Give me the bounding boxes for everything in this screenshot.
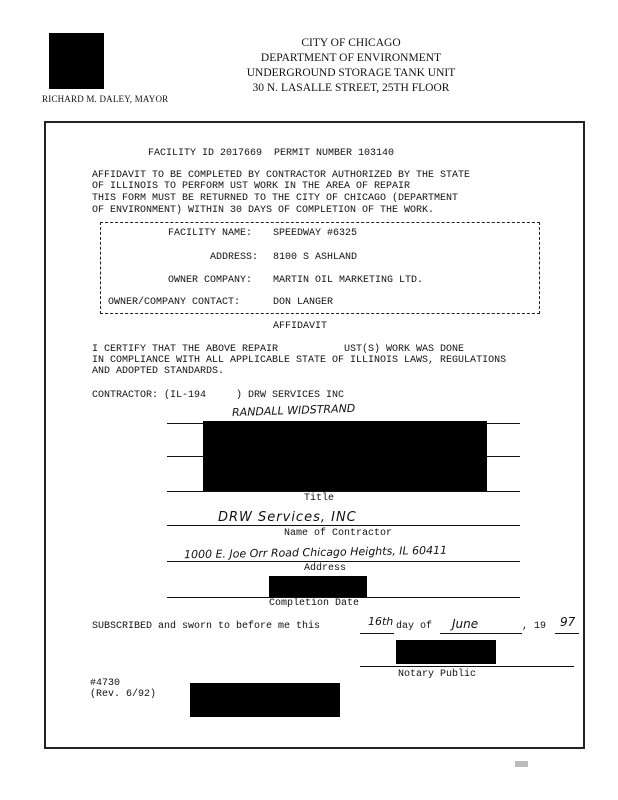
- signature-line-3: [167, 491, 520, 492]
- instruction-line-4: OF ENVIRONMENT) WITHIN 30 DAYS OF COMPLETION OF THE WORK.: [92, 205, 435, 216]
- subscribed-text: SUBSCRIBED and sworn to before me this: [92, 621, 321, 632]
- notary-public-label: Notary Public: [398, 669, 477, 680]
- form-revision: (Rev. 6/92): [90, 689, 157, 700]
- facility-name-value: SPEEDWAY #6325: [273, 228, 358, 239]
- redacted-signature: [203, 421, 487, 491]
- day-line: [360, 633, 394, 634]
- mayor-name: RICHARD M. DALEY, MAYOR: [42, 94, 169, 104]
- address-value: 8100 S ASHLAND: [273, 252, 358, 263]
- contractor-name-line: [167, 525, 520, 526]
- year-line: [555, 633, 579, 634]
- letterhead-address: 30 N. LASALLE STREET, 25TH FLOOR: [252, 82, 450, 94]
- redacted-notary-seal: [190, 683, 340, 717]
- instruction-line-2: OF ILLINOIS TO PERFORM UST WORK IN THE AREA OF REPAIR: [92, 181, 411, 192]
- certify-line-2: IN COMPLIANCE WITH ALL APPLICABLE STATE OF ILLINOIS LAWS, REGULATIONS: [92, 355, 507, 366]
- year-handwritten: 97: [560, 615, 576, 629]
- letterhead-city: CITY OF CHICAGO: [301, 37, 401, 49]
- instruction-line-1: AFFIDAVIT TO BE COMPLETED BY CONTRACTOR AUTHORIZED BY THE STATE: [92, 170, 471, 181]
- contractor-name-handwritten: DRW Services, INC: [218, 510, 357, 525]
- day-of-text: day of: [396, 621, 433, 632]
- contact-label: OWNER/COMPANY CONTACT:: [108, 297, 241, 308]
- address-handwritten: 1000 E. Joe Orr Road Chicago Heights, IL 60411: [183, 543, 448, 562]
- year-prefix: , 19: [522, 621, 547, 632]
- day-handwritten: 16th: [368, 615, 394, 628]
- facility-name-label: FACILITY NAME:: [168, 228, 253, 239]
- affidavit-heading: AFFIDAVIT: [273, 321, 328, 332]
- month-line: [440, 633, 522, 634]
- signatory-name-handwritten: RANDALL WIDSTRAND: [231, 401, 356, 420]
- redacted-completion-date: [269, 576, 367, 598]
- notary-line: [360, 666, 574, 667]
- completion-date-label: Completion Date: [269, 598, 360, 609]
- certify-line-1: I CERTIFY THAT THE ABOVE REPAIR UST(S) WORK WAS DONE: [92, 344, 465, 355]
- instruction-line-3: THIS FORM MUST BE RETURNED TO THE CITY OF CHICAGO (DEPARTMENT: [92, 193, 459, 204]
- scan-mark: [515, 761, 528, 767]
- title-label: Title: [304, 493, 335, 504]
- letterhead-unit: UNDERGROUND STORAGE TANK UNIT: [246, 67, 456, 79]
- address-sig-label: Address: [304, 563, 347, 574]
- certify-line-3: AND ADOPTED STANDARDS.: [92, 366, 225, 377]
- redacted-notary-signature: [396, 640, 496, 664]
- name-of-contractor-label: Name of Contractor: [284, 528, 393, 539]
- month-handwritten: June: [452, 617, 479, 631]
- contact-value: DON LANGER: [273, 297, 334, 308]
- address-line: [167, 561, 520, 562]
- owner-company-value: MARTIN OIL MARKETING LTD.: [273, 275, 424, 286]
- owner-company-label: OWNER COMPANY:: [168, 275, 253, 286]
- letterhead-department: DEPARTMENT OF ENVIRONMENT: [260, 52, 442, 64]
- address-label: ADDRESS:: [210, 252, 259, 263]
- contractor-line: CONTRACTOR: (IL-194 ) DRW SERVICES INC: [92, 390, 345, 401]
- facility-permit-line: FACILITY ID 2017669 PERMIT NUMBER 103140: [148, 148, 395, 159]
- form-number: #4730: [90, 678, 121, 689]
